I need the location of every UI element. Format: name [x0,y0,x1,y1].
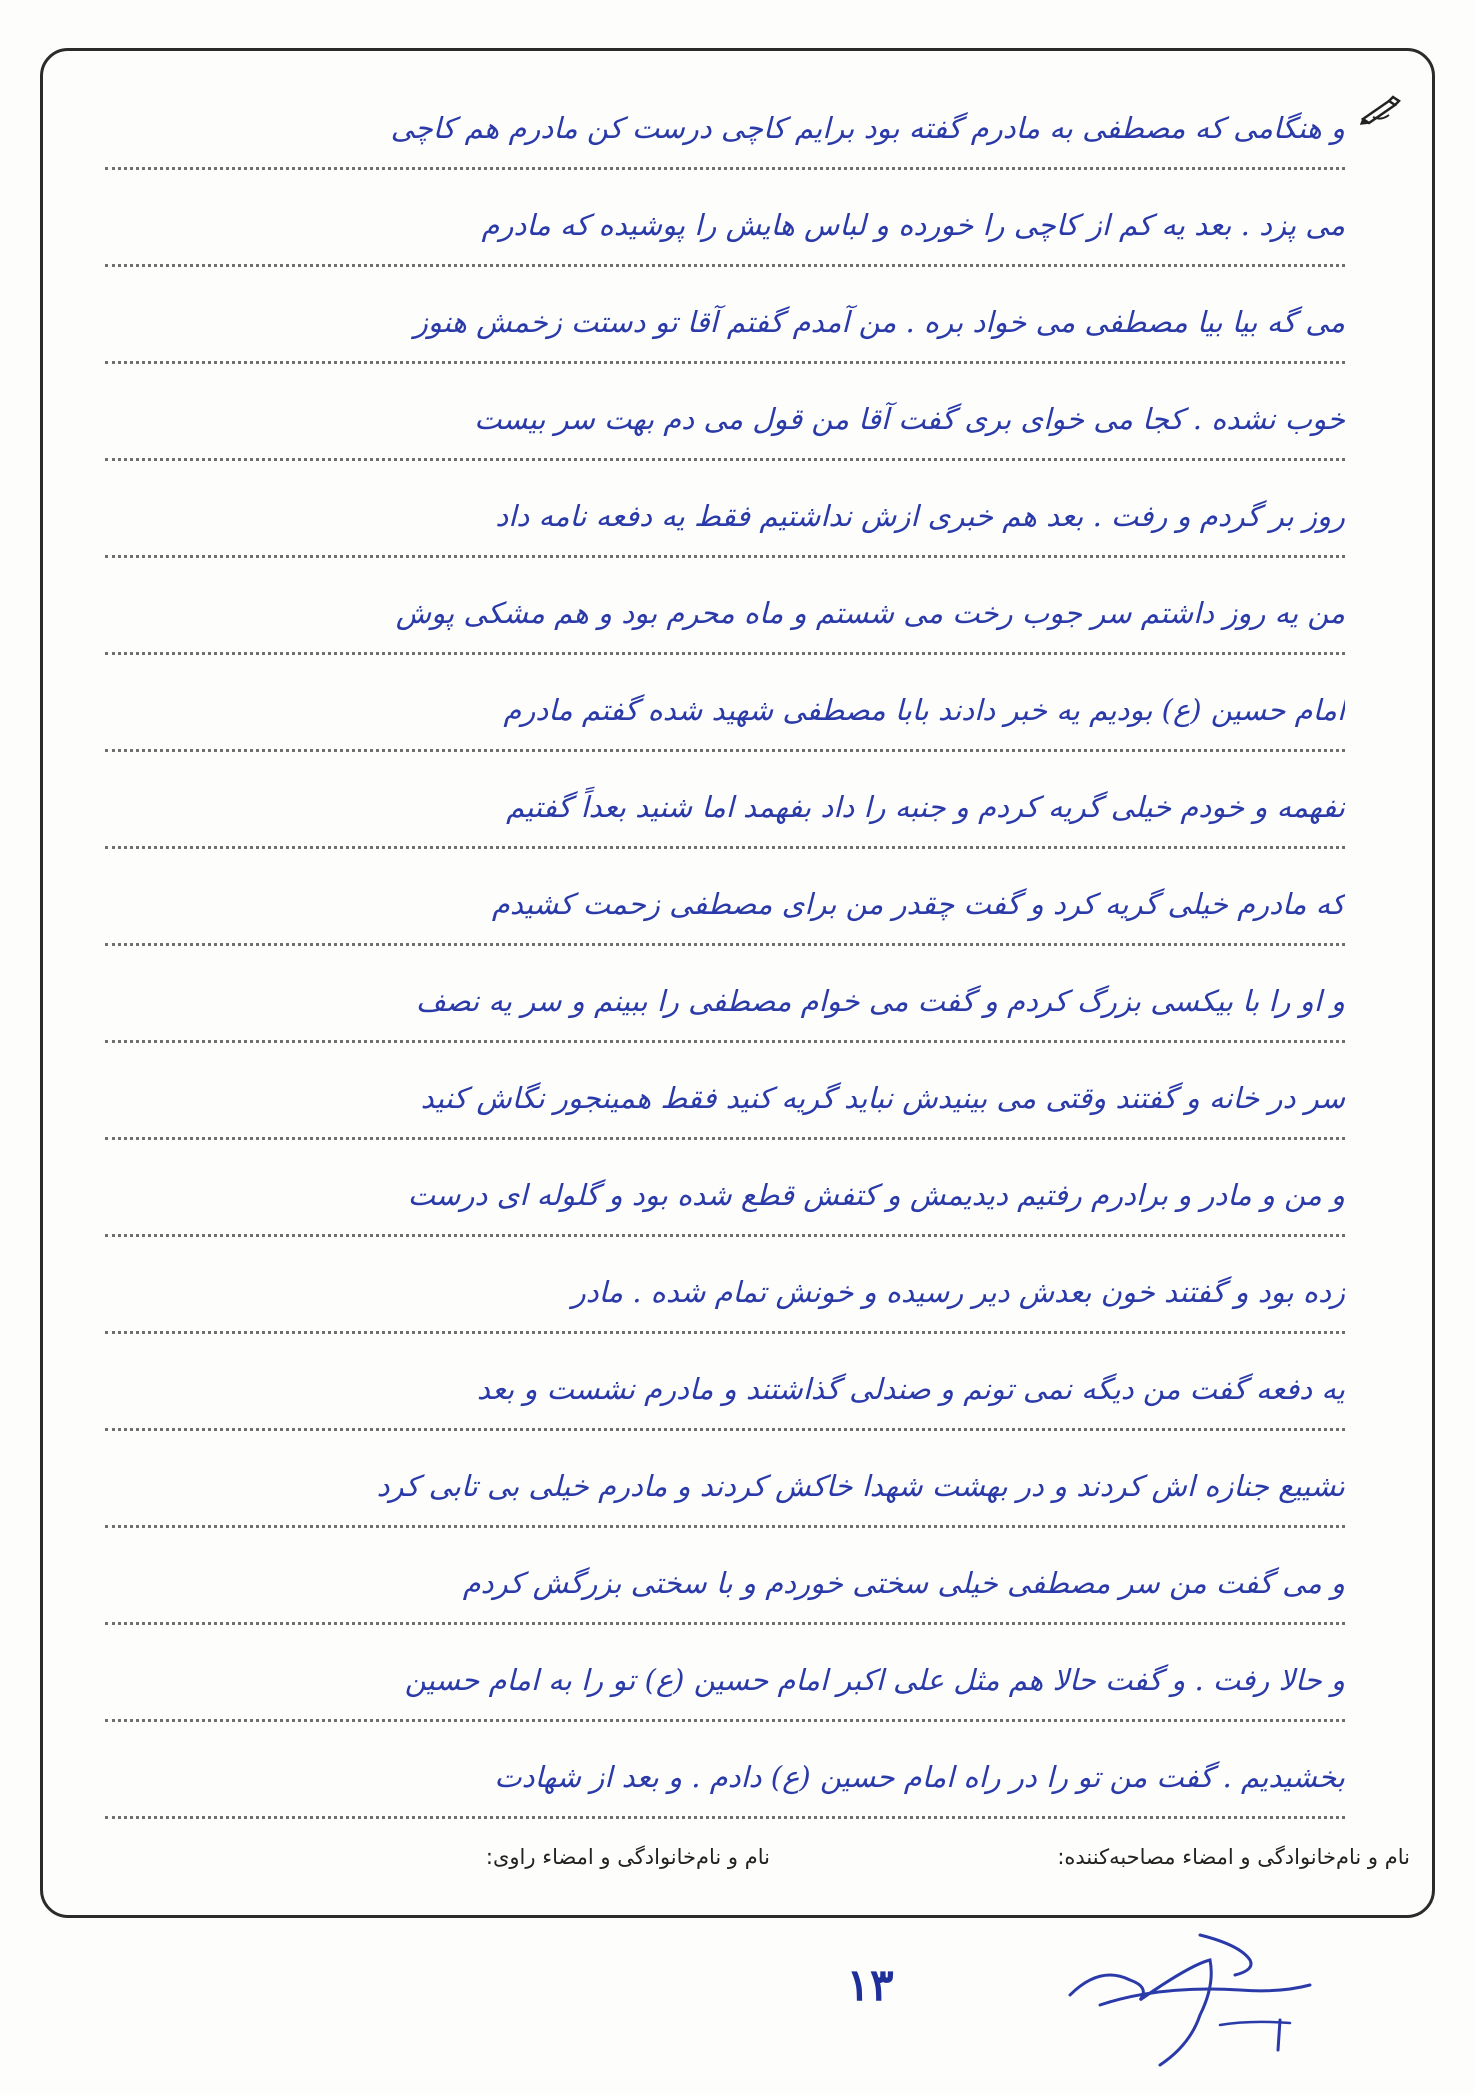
text-line: که مادرم خیلی گریه کرد و گفت چقدر من برای مصطفی زحمت کشیدم [105,856,1345,946]
signature-labels [80,1845,1410,1885]
text-line: می گه بیا بیا مصطفی می خواد بره . من آمدم گفتم آقا تو دستت زخمش هنوز [105,274,1345,364]
text-line: و هنگامی که مصطفی به مادرم گفته بود برایم کاچی درست کن مادرم هم کاچی [105,80,1345,170]
text-line: و حالا رفت . و گفت حالا هم مثل علی اکبر امام حسین (ع) تو را به امام حسین [105,1632,1345,1722]
page-number: ۱۳ [846,1960,894,2011]
text-line: سر در خانه و گفتند وقتی می بینیدش نباید گریه کنید فقط همینجور نگاش کنید [105,1050,1345,1140]
narrator-signature-label: نام و نام‌خانوادگی و امضاء راوی: [485,1845,770,1869]
text-line: خوب نشده . کجا می خوای بری گفت آقا من قول می دم بهت سر بیست [105,371,1345,461]
text-line: بخشیدیم . گفت من تو را در راه امام حسین (ع) دادم . و بعد از شهادت [105,1729,1345,1819]
text-line: روز بر گردم و رفت . بعد هم خبری ازش نداشتیم فقط یه دفعه نامه داد [105,468,1345,558]
text-line: زده بود و گفتند خون بعدش دیر رسیده و خونش تمام شده . مادر [105,1244,1345,1334]
interviewer-signature-label: نام و نام‌خانوادگی و امضاء مصاحبه‌کننده: [1057,1845,1410,1869]
text-line: یه دفعه گفت من دیگه نمی تونم و صندلی گذاشتند و مادرم نشست و بعد [105,1341,1345,1431]
text-line: نفهمه و خودم خیلی گریه کردم و جنبه را داد بفهمد اما شنید بعداً گفتیم [105,759,1345,849]
text-line: و می گفت من سر مصطفی خیلی سختی خوردم و با سختی بزرگش کردم [105,1535,1345,1625]
text-line: و من و مادر و برادرم رفتیم دیدیمش و کتفش قطع شده بود و گلوله ای درست [105,1147,1345,1237]
handwritten-signature [1040,1925,1330,2075]
text-line: امام حسین (ع) بودیم یه خبر دادند بابا مصطفی شهید شده گفتم مادرم [105,662,1345,752]
text-line: و او را با بیکسی بزرگ کردم و گفت می خوام مصطفی را ببینم و سر یه نصف [105,953,1345,1043]
pen-writing-icon [1359,93,1403,125]
text-line: من یه روز داشتم سر جوب رخت می شستم و ماه محرم بود و هم مشکی پوش [105,565,1345,655]
text-line: می پزد . بعد یه کم از کاچی را خورده و لباس هایش را پوشیده که مادرم [105,177,1345,267]
handwritten-text-area [105,80,1345,1820]
text-line: تشییع جنازه اش کردند و در بهشت شهدا خاکش کردند و مادرم خیلی بی تابی کرد [105,1438,1345,1528]
